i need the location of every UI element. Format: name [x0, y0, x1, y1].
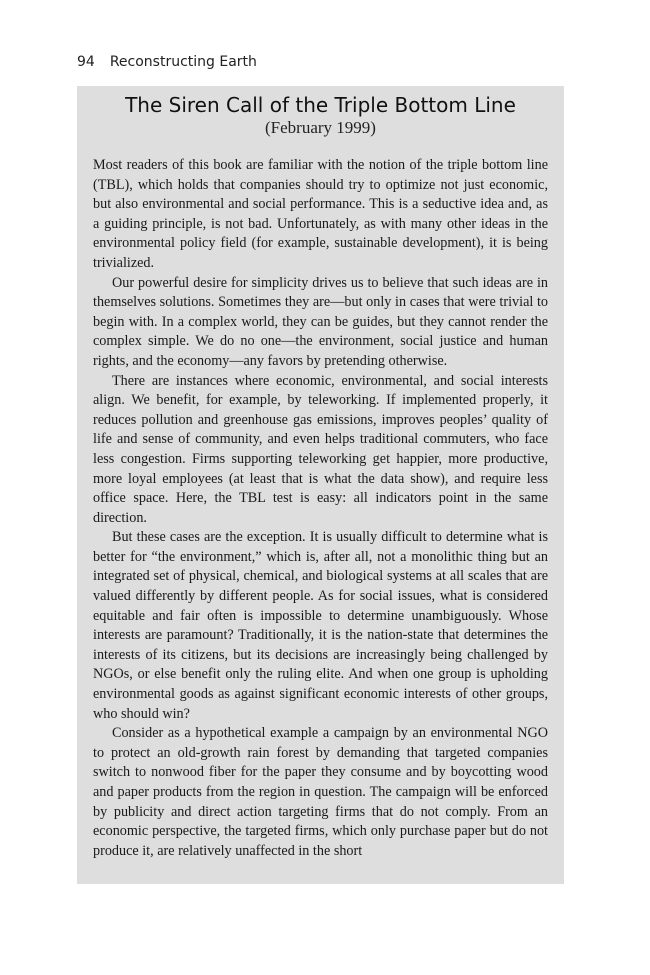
paragraph: Our powerful desire for simplicity drives us to believe that such ideas are in themselves solutions. Sometimes they are—but only in cases that were trivial to begin with. In a complex world, they can be guides, but they cannot render the complex simple. We do no one—the environment, social justice and human rights, and the economy—any favors by pretending otherwise. — [93, 274, 548, 369]
article-title: The Siren Call of the Triple Bottom Line — [125, 93, 516, 117]
paragraph: But these cases are the exception. It is usually difficult to determine what is better for “the environment,” which is, after all, not a monolithic thing but an integrated set of physical, chemical, and biological systems at all scales that are valued differently by different people. As for social issues, what is considered equitable and fair often is impossible to determine unambiguously. Whose interests are paramount? Traditionally, it is the nation-state that determines the interests of its citizens, but its decisions are increasingly being challenged by NGOs, or else benefit only the ruling elite. And when one group is upholding environmental goods as against significant economic interests of other groups, who should win? — [93, 529, 548, 722]
article-date: (February 1999) — [265, 118, 376, 137]
paragraph: Most readers of this book are familiar with the notion of the triple bottom line (TBL), which holds that companies should try to optimize not just economic, but also environmental and social performance. This is a seductive idea and, as a guiding principle, is not bad. Unfortunately, as with many other ideas in the environmental policy field (for example, sustainable development), it is being trivialized. — [93, 157, 548, 271]
page-number: 94 — [77, 54, 95, 70]
article-box — [77, 86, 564, 884]
paragraph: There are instances where economic, environmental, and social interests align. We benefit, for example, by teleworking. If implemented properly, it reduces pollution and greenhouse gas emissions, improves peoples’ quality of life and sense of community, and even helps traditional commuters, who face less congestion. Firms supporting teleworking get happier, more productive, more loyal employees (at least that is what the data show), and require less office space. Here, the TBL test is easy: all indicators point in the same direction. — [93, 372, 548, 526]
article-body — [93, 156, 548, 861]
running-title: Reconstructing Earth — [109, 54, 257, 70]
running-head — [77, 54, 257, 70]
paragraph: Consider as a hypothetical example a campaign by an environmental NGO to protect an old-growth rain forest by demanding that targeted companies switch to nonwood fiber for the paper they consume and by boycotting wood and paper products from the region in question. The campaign will be enforced by publicity and direct action targeting firms that do not comply. From an economic perspective, the targeted firms, which only purchase paper but do not produce it, are relatively unaffected in the short — [93, 725, 548, 859]
